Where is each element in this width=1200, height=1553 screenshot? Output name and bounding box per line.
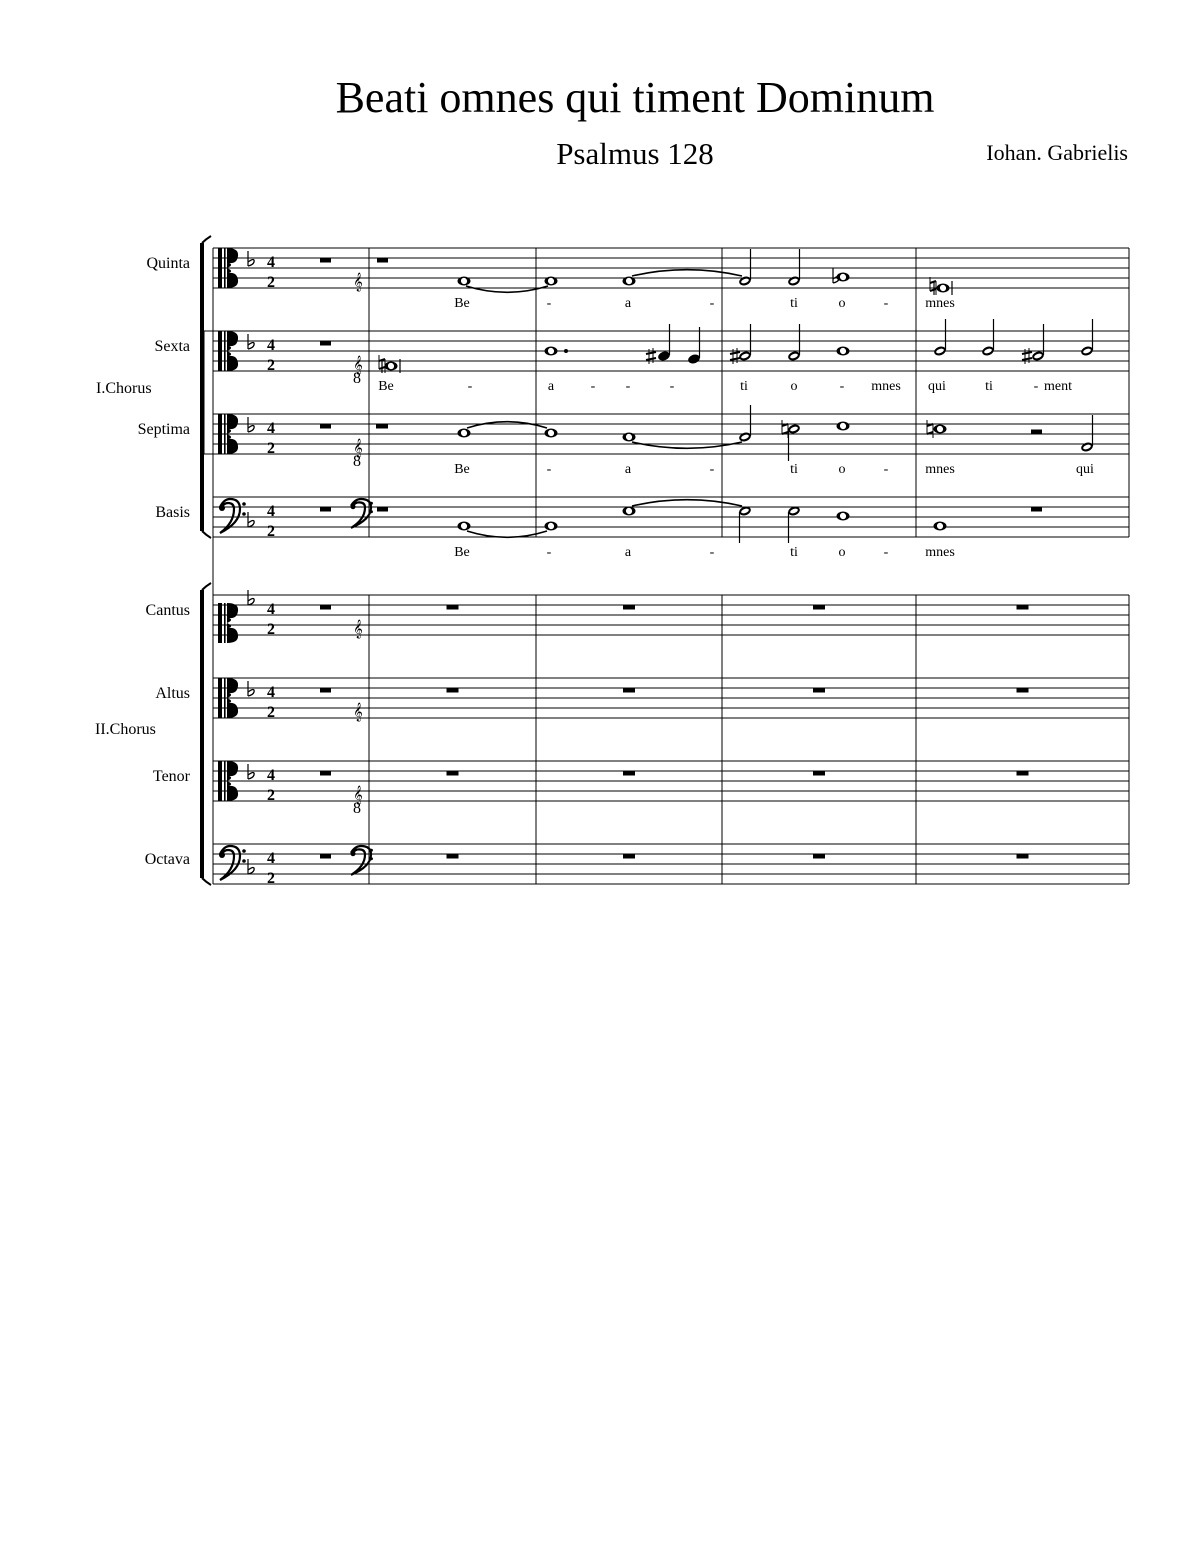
score-title: Beati omnes qui timent Dominum bbox=[335, 73, 935, 122]
part-label-quinta: Quinta bbox=[146, 255, 190, 272]
sharp-h bbox=[730, 358, 740, 360]
time-signature-altus-top: 4 bbox=[267, 684, 275, 701]
lyric-quinta: ti bbox=[790, 296, 798, 311]
time-signature-basis-bottom: 2 bbox=[267, 523, 275, 540]
lyric-septima: mnes bbox=[925, 462, 955, 477]
fclef-basis bbox=[219, 499, 246, 533]
accidental-natural bbox=[927, 420, 933, 438]
fclef-dot bbox=[350, 851, 355, 856]
rest-basis bbox=[1031, 507, 1042, 512]
breve-rest-tenor bbox=[1017, 771, 1029, 776]
time-signature-octava-top: 4 bbox=[267, 850, 275, 867]
choir-bracket-2-bottom bbox=[202, 878, 211, 885]
fclef-curve bbox=[351, 499, 371, 528]
time-signature-tenor-top: 4 bbox=[267, 767, 275, 784]
rest-basis bbox=[377, 507, 388, 512]
flat-bowl bbox=[248, 599, 254, 606]
note-sexta bbox=[657, 324, 671, 362]
initial-rest-quinta bbox=[320, 258, 331, 263]
fclef-dot bbox=[370, 510, 373, 513]
lyric-septima: - bbox=[883, 462, 889, 477]
lyric-septima: - bbox=[546, 462, 552, 477]
gclef-quinta-glyph: 𝄞 bbox=[353, 274, 363, 291]
flat-bowl bbox=[248, 690, 254, 697]
fclef-dot bbox=[219, 852, 225, 858]
note-septima bbox=[545, 429, 558, 438]
initial-rest-tenor bbox=[320, 771, 331, 776]
lyric-basis: - bbox=[709, 545, 715, 560]
lyric-septima: a bbox=[624, 462, 632, 477]
breve-rest-tenor bbox=[447, 771, 459, 776]
accidental-sharp bbox=[1022, 348, 1032, 364]
lyric-sexta: - bbox=[467, 379, 473, 394]
time-signature-sexta-bottom: 2 bbox=[267, 357, 275, 374]
lyric-quinta: - bbox=[883, 296, 889, 311]
lyric-septima: o bbox=[838, 462, 846, 477]
note-basis bbox=[545, 522, 558, 531]
part-label-octava: Octava bbox=[144, 851, 190, 868]
rest-septima bbox=[376, 424, 388, 429]
lyric-quinta: o bbox=[838, 296, 846, 311]
lyric-quinta: Be bbox=[454, 296, 470, 311]
key-flat-basis bbox=[248, 512, 254, 527]
breve-rest-octava bbox=[623, 854, 635, 859]
breve-rest-octava bbox=[813, 854, 825, 859]
lyric-sexta: - bbox=[839, 379, 845, 394]
note-septima bbox=[934, 425, 947, 434]
breve-rest-altus bbox=[447, 688, 459, 693]
tie-septima bbox=[632, 442, 742, 448]
clef-bar bbox=[224, 414, 226, 454]
fclef-curve bbox=[220, 846, 240, 880]
part-label-sexta: Sexta bbox=[154, 338, 190, 355]
flat-bowl bbox=[248, 260, 254, 267]
note-basis bbox=[623, 507, 636, 516]
gclef-altus-glyph: 𝄞 bbox=[353, 704, 363, 721]
tie-septima bbox=[467, 422, 547, 428]
choir-label-2: II.Chorus bbox=[95, 721, 156, 738]
note-septima bbox=[837, 422, 850, 431]
fclef-dot bbox=[219, 505, 225, 511]
fclef-dot bbox=[242, 859, 246, 863]
tie-basis bbox=[632, 500, 742, 506]
lyric-basis: mnes bbox=[925, 545, 955, 560]
breve-head bbox=[385, 362, 398, 371]
accidental-sharp bbox=[730, 348, 740, 364]
clef-bar bbox=[224, 761, 226, 801]
time-signature-altus-bottom: 2 bbox=[267, 704, 275, 721]
lyric-sexta: - bbox=[669, 379, 675, 394]
lyric-quinta: - bbox=[546, 296, 552, 311]
rest-septima bbox=[1031, 430, 1042, 435]
tie-quinta bbox=[632, 270, 742, 276]
clef-bar bbox=[218, 331, 222, 371]
lyric-sexta: qui bbox=[928, 379, 946, 394]
sharp-h bbox=[646, 358, 656, 360]
breve-rest-octava bbox=[447, 854, 459, 859]
lyric-basis: ti bbox=[790, 545, 798, 560]
sharp-h bbox=[646, 352, 656, 354]
choir-bracket-2 bbox=[200, 590, 204, 878]
initial-rest-sexta bbox=[320, 341, 331, 346]
time-signature-cantus-top: 4 bbox=[267, 601, 275, 618]
note-sexta bbox=[933, 319, 947, 357]
lyric-quinta: a bbox=[624, 296, 632, 311]
note-basis bbox=[458, 522, 471, 531]
initial-rest-octava bbox=[320, 854, 331, 859]
initial-rest-basis bbox=[320, 507, 331, 512]
note-basis bbox=[837, 512, 850, 521]
lyric-sexta: - bbox=[625, 379, 631, 394]
note-sexta bbox=[1031, 324, 1045, 362]
clef-bar bbox=[218, 678, 222, 718]
time-signature-basis-top: 4 bbox=[267, 503, 275, 520]
choir-bracket-2-top bbox=[202, 583, 211, 590]
flat-bowl bbox=[248, 773, 254, 780]
key-flat-octava bbox=[248, 859, 254, 874]
tie-basis bbox=[467, 531, 547, 537]
note-sexta bbox=[545, 347, 558, 356]
fclef-curve bbox=[220, 499, 240, 533]
time-signature-cantus-bottom: 2 bbox=[267, 621, 275, 638]
flat-bowl bbox=[248, 868, 254, 875]
time-signature-tenor-bottom: 2 bbox=[267, 787, 275, 804]
fclef-dot bbox=[242, 502, 246, 506]
clef-bar bbox=[218, 248, 222, 288]
note-quinta bbox=[545, 277, 558, 286]
note-quinta bbox=[458, 277, 471, 286]
gclef-sexta-8vb: 8 bbox=[353, 370, 361, 387]
time-signature-quinta-top: 4 bbox=[267, 254, 275, 271]
clef-curve bbox=[227, 603, 238, 643]
note-sexta bbox=[981, 319, 995, 357]
fclef-dot bbox=[370, 502, 373, 505]
clef-bar bbox=[224, 603, 226, 643]
note-sexta bbox=[1080, 319, 1094, 357]
lyric-sexta: ti bbox=[985, 379, 993, 394]
note-septima bbox=[787, 423, 801, 461]
fclef-dot bbox=[350, 504, 355, 509]
accidental-sharp bbox=[646, 348, 656, 364]
flat-bowl bbox=[248, 521, 254, 528]
part-label-altus: Altus bbox=[155, 685, 190, 702]
lyric-sexta: ment bbox=[1044, 379, 1072, 394]
lyric-sexta: - bbox=[590, 379, 596, 394]
note-sexta bbox=[738, 324, 752, 362]
clef-bar bbox=[218, 414, 222, 454]
initial-rest-cantus bbox=[320, 605, 331, 610]
initial-rest-altus bbox=[320, 688, 331, 693]
note-basis bbox=[934, 522, 947, 531]
part-label-tenor: Tenor bbox=[152, 768, 190, 785]
accidental-natural bbox=[930, 277, 936, 295]
breve-rest-altus bbox=[1017, 688, 1029, 693]
lyric-septima: ti bbox=[790, 462, 798, 477]
fclef-modern-basis bbox=[350, 499, 372, 528]
nat-h bbox=[930, 281, 936, 283]
clef-bar bbox=[224, 678, 226, 718]
breve-rest-cantus bbox=[447, 605, 459, 610]
lyric-quinta: - bbox=[709, 296, 715, 311]
fclef-curve bbox=[351, 846, 371, 875]
lyric-basis: - bbox=[546, 545, 552, 560]
breve-rest-cantus bbox=[623, 605, 635, 610]
lyric-basis: o bbox=[838, 545, 846, 560]
cclef-cantus bbox=[218, 603, 238, 643]
gclef-septima-glyph: 𝄞 bbox=[353, 440, 363, 457]
note-quinta bbox=[623, 277, 636, 286]
note-septima bbox=[623, 433, 636, 442]
lyric-basis: - bbox=[883, 545, 889, 560]
accidental-natural bbox=[782, 420, 788, 438]
lyric-sexta: Be bbox=[378, 379, 394, 394]
initial-rest-septima bbox=[320, 424, 331, 429]
lyric-quinta: mnes bbox=[925, 296, 955, 311]
fclef-dot bbox=[242, 512, 246, 516]
choir-bracket-1-bottom bbox=[202, 531, 211, 538]
composer-name: Iohan. Gabrielis bbox=[986, 140, 1128, 165]
nat-h bbox=[930, 289, 936, 291]
score-subtitle: Psalmus 128 bbox=[556, 136, 714, 171]
lyric-sexta: - bbox=[1033, 379, 1039, 394]
breve-head bbox=[937, 284, 950, 293]
lyric-sexta: mnes bbox=[871, 379, 901, 394]
clef-bar bbox=[218, 603, 222, 643]
time-signature-septima-bottom: 2 bbox=[267, 440, 275, 457]
lyric-septima: qui bbox=[1076, 462, 1094, 477]
gclef-tenor-8vb: 8 bbox=[353, 800, 361, 817]
breve-rest-cantus bbox=[813, 605, 825, 610]
note-quinta bbox=[837, 273, 850, 282]
time-signature-quinta-bottom: 2 bbox=[267, 274, 275, 291]
gclef-cantus-glyph: 𝄞 bbox=[353, 621, 363, 638]
part-label-cantus: Cantus bbox=[145, 602, 190, 619]
time-signature-septima-top: 4 bbox=[267, 420, 275, 437]
gclef-tenor-glyph: 𝄞 bbox=[353, 787, 363, 804]
clef-bar bbox=[224, 248, 226, 288]
breve-rest-tenor bbox=[813, 771, 825, 776]
part-label-basis: Basis bbox=[155, 504, 190, 521]
fclef-dot bbox=[370, 849, 373, 852]
breve-rest-tenor bbox=[623, 771, 635, 776]
fclef-octava bbox=[219, 846, 246, 880]
lyric-septima: - bbox=[709, 462, 715, 477]
breve-rest-altus bbox=[813, 688, 825, 693]
clef-bar bbox=[218, 761, 222, 801]
flat-bowl bbox=[248, 343, 254, 350]
fclef-modern-octava bbox=[350, 846, 372, 875]
gclef-sexta-glyph: 𝄞 bbox=[353, 357, 363, 374]
time-signature-sexta-top: 4 bbox=[267, 337, 275, 354]
choir-bracket-1 bbox=[200, 243, 204, 531]
lyric-sexta: o bbox=[790, 379, 798, 394]
lyric-sexta: ti bbox=[740, 379, 748, 394]
breve-rest-cantus bbox=[1017, 605, 1029, 610]
breve-rest-altus bbox=[623, 688, 635, 693]
rest-quinta bbox=[377, 258, 388, 263]
choir-label-1: I.Chorus bbox=[96, 380, 152, 397]
clef-bar bbox=[224, 331, 226, 371]
part-label-septima: Septima bbox=[137, 421, 190, 438]
breve-rest-octava bbox=[1017, 854, 1029, 859]
lyric-septima: Be bbox=[454, 462, 470, 477]
choir-bracket-1-top bbox=[202, 236, 211, 243]
fclef-dot bbox=[242, 849, 246, 853]
sharp-h bbox=[1022, 358, 1032, 360]
fclef-dot bbox=[370, 857, 373, 860]
note-septima bbox=[458, 429, 471, 438]
key-flat-cantus bbox=[248, 590, 254, 605]
lyric-basis: Be bbox=[454, 545, 470, 560]
lyric-sexta: a bbox=[547, 379, 555, 394]
note-sexta bbox=[687, 327, 701, 365]
time-signature-octava-bottom: 2 bbox=[267, 870, 275, 887]
augmentation-dot bbox=[564, 349, 568, 353]
flat-bowl bbox=[248, 426, 254, 433]
sharp-h bbox=[730, 352, 740, 354]
gclef-septima-8vb: 8 bbox=[353, 453, 361, 470]
note-sexta bbox=[837, 347, 850, 356]
sharp-h bbox=[1022, 352, 1032, 354]
note-sexta bbox=[787, 324, 801, 362]
lyric-basis: a bbox=[624, 545, 632, 560]
